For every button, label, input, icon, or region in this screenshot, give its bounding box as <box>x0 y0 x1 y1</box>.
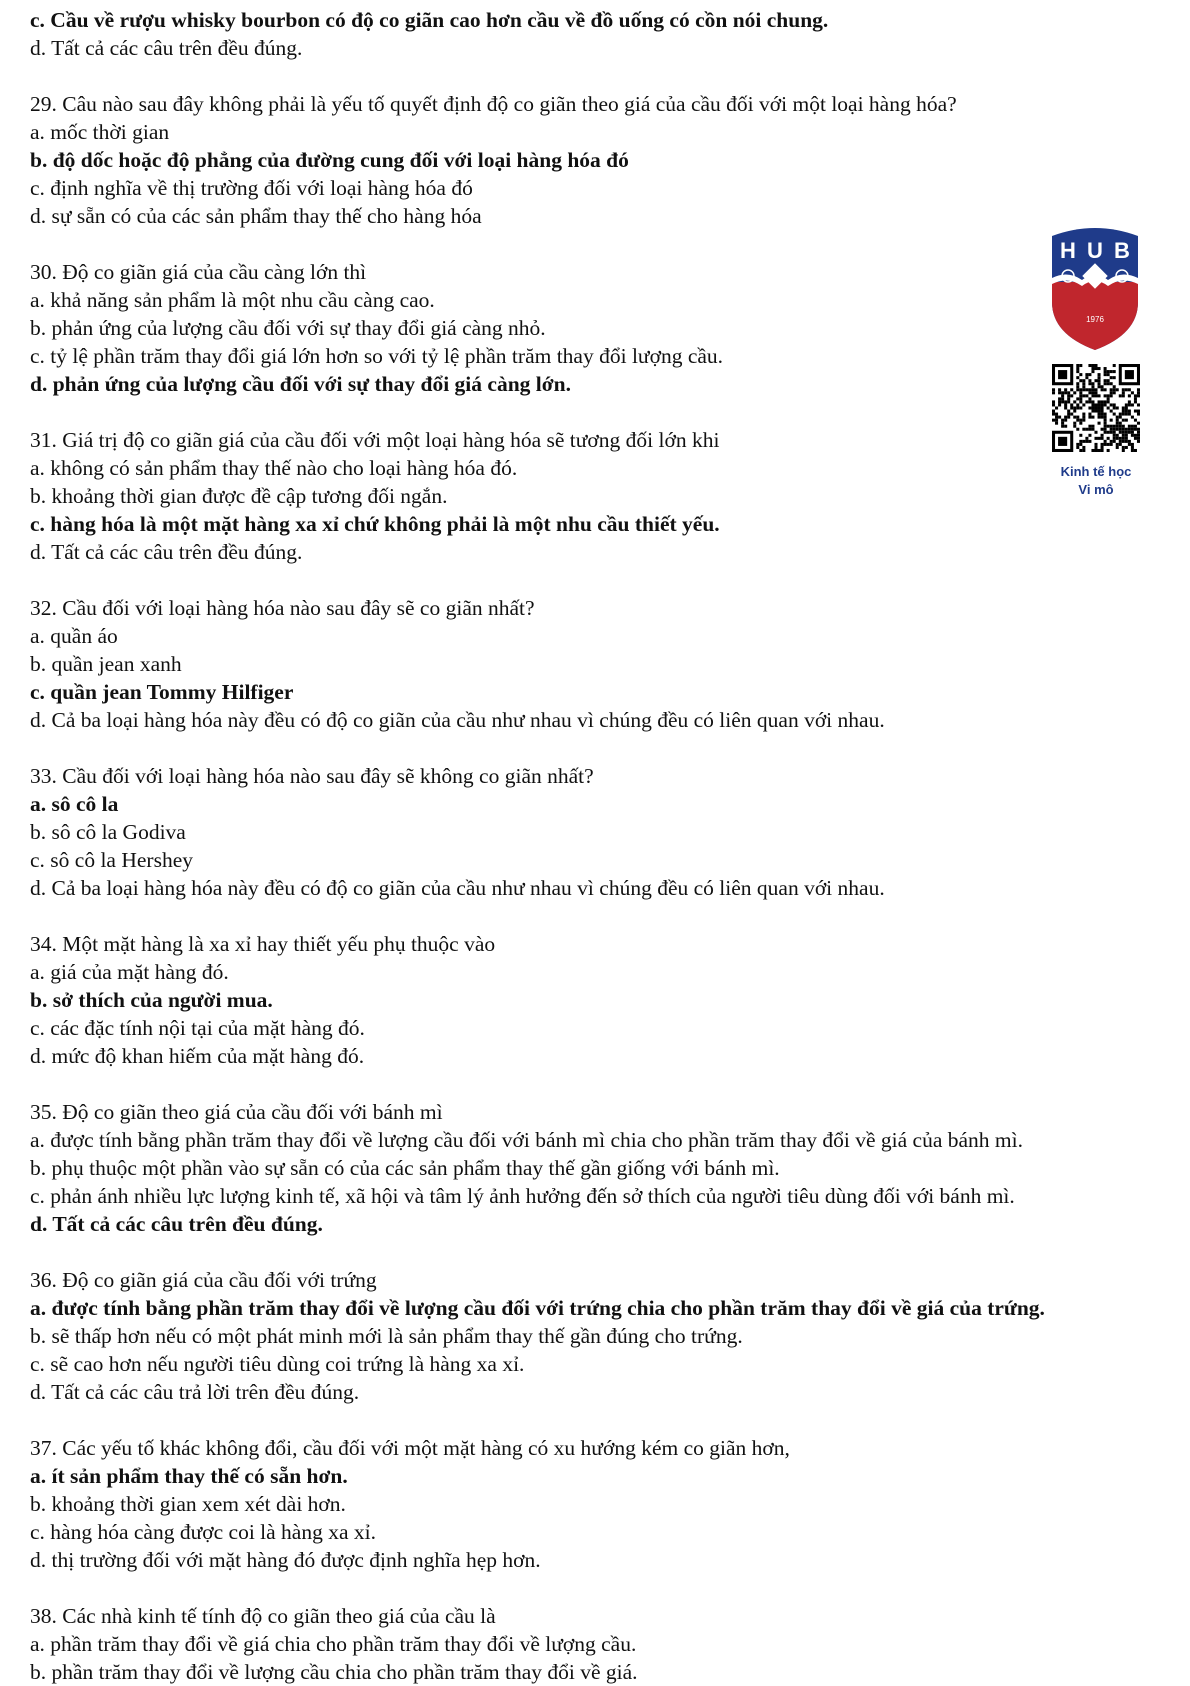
option-line: d. Cả ba loại hàng hóa này đều có độ co giãn của cầu như nhau vì chúng đều có liên quan với nhau. <box>30 876 885 900</box>
option-line: c. các đặc tính nội tại của mặt hàng đó. <box>30 1016 365 1040</box>
question-text: 32. Cầu đối với loại hàng hóa nào sau đây sẽ co giãn nhất? <box>30 596 535 620</box>
option-line: c. phản ánh nhiều lực lượng kinh tế, xã hội và tâm lý ảnh hưởng đến sở thích của người tiêu dùng đối với bánh mì. <box>30 1184 1015 1208</box>
question-text: 36. Độ co giãn giá của cầu đối với trứng <box>30 1268 377 1292</box>
correct-option: d. Tất cả các câu trên đều đúng. <box>30 1212 323 1236</box>
hub-logo <box>1048 222 1142 352</box>
question-text: 37. Các yếu tố khác không đổi, cầu đối với một mặt hàng có xu hướng kém co giãn hơn, <box>30 1436 790 1460</box>
question-text: 33. Cầu đối với loại hàng hóa nào sau đây sẽ không co giãn nhất? <box>30 764 594 788</box>
question-text: 38. Các nhà kinh tế tính độ co giãn theo giá của cầu là <box>30 1604 496 1628</box>
spacer <box>30 566 1170 594</box>
document-page <box>30 6 1170 1686</box>
option-line: d. Cả ba loại hàng hóa này đều có độ co giãn của cầu như nhau vì chúng đều có liên quan với nhau. <box>30 708 885 732</box>
correct-option: a. ít sản phẩm thay thế có sẵn hơn. <box>30 1464 348 1488</box>
logo-letter-u: U <box>1087 238 1103 263</box>
spacer <box>30 230 1170 258</box>
spacer <box>30 1574 1170 1602</box>
option-line: a. quần áo <box>30 624 118 648</box>
option-line: b. phụ thuộc một phần vào sự sẵn có của các sản phẩm thay thế gần giống với bánh mì. <box>30 1156 780 1180</box>
correct-option: c. quần jean Tommy Hilfiger <box>30 680 294 704</box>
spacer <box>30 62 1170 90</box>
correct-option: a. được tính bằng phần trăm thay đổi về lượng cầu đối với trứng chia cho phần trăm thay đổi về giá của trứng. <box>30 1296 1045 1320</box>
option-line: d. Tất cả các câu trả lời trên đều đúng. <box>30 1380 360 1404</box>
option-line: d. thị trường đối với mặt hàng đó được định nghĩa hẹp hơn. <box>30 1548 541 1572</box>
question-text: 35. Độ co giãn theo giá của cầu đối với bánh mì <box>30 1100 443 1124</box>
subject-label-line2: Vi mô <box>1078 482 1114 497</box>
question-list <box>30 62 1170 1686</box>
spacer <box>30 398 1170 426</box>
question-text: 34. Một mặt hàng là xa xỉ hay thiết yếu phụ thuộc vào <box>30 932 496 956</box>
option-line: a. không có sản phẩm thay thế nào cho loại hàng hóa đó. <box>30 456 518 480</box>
logo-letter-b: B <box>1114 238 1130 263</box>
logo-letter-h: H <box>1060 238 1076 263</box>
option-line: d. mức độ khan hiếm của mặt hàng đó. <box>30 1044 365 1068</box>
spacer <box>30 734 1170 762</box>
option-line: c. Cầu về rượu whisky bourbon có độ co giãn cao hơn cầu về đồ uống có cồn nói chung. <box>30 8 829 32</box>
spacer <box>30 1238 1170 1266</box>
option-line: a. giá của mặt hàng đó. <box>30 960 229 984</box>
option-line: c. tỷ lệ phần trăm thay đổi giá lớn hơn so với tỷ lệ phần trăm thay đổi lượng cầu. <box>30 344 724 368</box>
correct-option: a. sô cô la <box>30 792 119 816</box>
option-line: b. quần jean xanh <box>30 652 182 676</box>
option-line: a. mốc thời gian <box>30 120 170 144</box>
correct-option: c. hàng hóa là một mặt hàng xa xỉ chứ không phải là một nhu cầu thiết yếu. <box>30 512 720 536</box>
question-text: 31. Giá trị độ co giãn giá của cầu đối với một loại hàng hóa sẽ tương đối lớn khi <box>30 428 720 452</box>
option-line: b. khoảng thời gian xem xét dài hơn. <box>30 1492 346 1516</box>
question-text: 30. Độ co giãn giá của cầu càng lớn thì <box>30 260 367 284</box>
logo-year: 1976 <box>1086 315 1104 324</box>
option-line: b. khoảng thời gian được đề cập tương đối ngắn. <box>30 484 448 508</box>
option-line: a. được tính bằng phần trăm thay đổi về lượng cầu đối với bánh mì chia cho phần trăm thay đổi về giá của bánh mì. <box>30 1128 1023 1152</box>
option-line: c. định nghĩa về thị trường đối với loại hàng hóa đó <box>30 176 473 200</box>
spacer <box>30 902 1170 930</box>
correct-option: b. sở thích của người mua. <box>30 988 273 1012</box>
option-line: d. Tất cả các câu trên đều đúng. <box>30 36 303 60</box>
correct-option: d. phản ứng của lượng cầu đối với sự thay đổi giá càng lớn. <box>30 372 571 396</box>
qr-code <box>1052 364 1140 452</box>
option-line: b. sẽ thấp hơn nếu có một phát minh mới là sản phẩm thay thế gần đúng cho trứng. <box>30 1324 743 1348</box>
option-line: d. sự sẵn có của các sản phẩm thay thế cho hàng hóa <box>30 204 482 228</box>
option-line: a. phần trăm thay đổi về giá chia cho phần trăm thay đổi về lượng cầu. <box>30 1632 637 1656</box>
question-text: 29. Câu nào sau đây không phải là yếu tố quyết định độ co giãn theo giá của cầu đối với một loại hàng hóa? <box>30 92 957 116</box>
spacer <box>30 1070 1170 1098</box>
option-line: c. sẽ cao hơn nếu người tiêu dùng coi trứng là hàng xa xỉ. <box>30 1352 525 1376</box>
option-line: b. sô cô la Godiva <box>30 820 186 844</box>
spacer <box>30 1406 1170 1434</box>
option-line: d. Tất cả các câu trên đều đúng. <box>30 540 303 564</box>
subject-label-line1: Kinh tế học <box>1060 464 1132 479</box>
option-line: b. phần trăm thay đổi về lượng cầu chia cho phần trăm thay đổi về giá. <box>30 1660 638 1684</box>
correct-option: b. độ dốc hoặc độ phẳng của đường cung đối với loại hàng hóa đó <box>30 148 629 172</box>
option-line: a. khả năng sản phẩm là một nhu cầu càng cao. <box>30 288 435 312</box>
option-line: b. phản ứng của lượng cầu đối với sự thay đổi giá càng nhỏ. <box>30 316 546 340</box>
option-line: c. hàng hóa càng được coi là hàng xa xỉ. <box>30 1520 376 1544</box>
option-line: c. sô cô la Hershey <box>30 848 193 872</box>
